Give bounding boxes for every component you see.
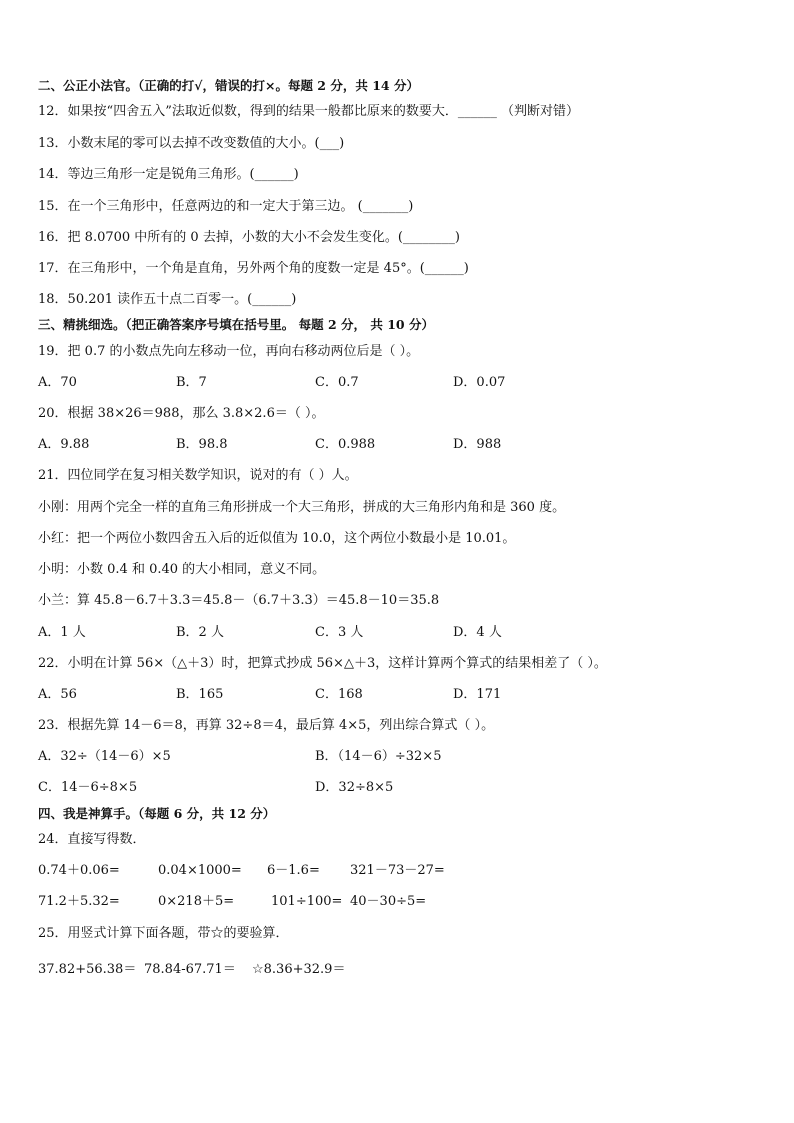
question-24-calc: 101÷100= (271, 894, 343, 909)
question-21-option-c: C．3 人 (315, 625, 364, 640)
question-22-option-a: A．56 (38, 687, 77, 702)
question-23-option-a: A．32÷（14－6）×5 (38, 749, 171, 764)
question-22-option-c: C．168 (315, 687, 363, 702)
question-24-calc: 0×218＋5= (158, 894, 235, 909)
question-21-option-a: A．1 人 (38, 625, 86, 640)
question-24-calc: 321－73－27= (350, 863, 445, 878)
question-24-calc: 6－1.6= (267, 863, 320, 878)
question-20-stem: 20．根据 38×26＝988，那么 3.8×2.6＝（ ）。 (38, 406, 325, 421)
question-23-option-b: B．（14－6）÷32×5 (315, 749, 442, 764)
question-25-item: ☆8.36+32.9＝ (252, 962, 346, 977)
question-24-stem: 24．直接写得数． (38, 832, 146, 847)
question-20-option-c: C．0.988 (315, 437, 376, 452)
question-25-stem: 25．用竖式计算下面各题，带☆的要验算． (38, 926, 289, 941)
question-21-statement-xiaoming: 小明：小数 0.4 和 0.40 的大小相同，意义不同。 (38, 562, 326, 577)
question-21-option-b: B．2 人 (176, 625, 224, 640)
question-21-statement-xiaohong: 小红：把一个两位小数四舍五入后的近似值为 10.0，这个两位小数最小是 10.01。 (38, 531, 516, 546)
question-17: 17．在三角形中，一个角是直角，另外两个角的度数一定是 45°。(______) (38, 261, 469, 276)
question-21-option-d: D．4 人 (453, 625, 502, 640)
question-24-calc: 71.2＋5.32= (38, 894, 120, 909)
question-14: 14．等边三角形一定是锐角三角形。(______) (38, 167, 299, 182)
question-19-option-c: C．0.7 (315, 375, 359, 390)
question-16: 16．把 8.0700 中所有的 0 去掉，小数的大小不会发生变化。(________) (38, 230, 460, 245)
question-20-option-d: D．988 (453, 437, 502, 452)
question-19-option-a: A．70 (38, 375, 77, 390)
question-25-item: 37.82+56.38＝ (38, 962, 137, 977)
question-23-option-c: C．14－6÷8×5 (38, 780, 138, 795)
question-23-option-d: D．32÷8×5 (315, 780, 394, 795)
question-18: 18．50.201 读作五十点二百零一。(______) (38, 292, 297, 307)
question-20-option-b: B．98.8 (176, 437, 228, 452)
question-25-item: 78.84-67.71＝ (144, 962, 236, 977)
question-15: 15．在一个三角形中，任意两边的和一定大于第三边。 (_______) (38, 199, 414, 214)
question-19-stem: 19．把 0.7 的小数点先向左移动一位，再向右移动两位后是（ ）。 (38, 344, 420, 359)
question-21-statement-xiaolan: 小兰：算 45.8－6.7＋3.3＝45.8－（6.7＋3.3）＝45.8－10＝35.8 (38, 593, 440, 608)
section-4-title: 四、我是神算手。（每题 6 分，共 12 分） (38, 806, 276, 821)
question-24-calc: 40－30÷5= (350, 894, 427, 909)
question-22-stem: 22．小明在计算 56×（△＋3）时，把算式抄成 56×△＋3，这样计算两个算式的结果相差了（ ）。 (38, 656, 607, 671)
question-22-option-d: D．171 (453, 687, 502, 702)
question-21-stem: 21．四位同学在复习相关数学知识，说对的有（ ）人。 (38, 468, 358, 483)
question-19-option-b: B．7 (176, 375, 207, 390)
question-24-calc: 0.74＋0.06= (38, 863, 120, 878)
question-21-statement-xiaogang: 小刚：用两个完全一样的直角三角形拼成一个大三角形，拼成的大三角形内角和是 360 度。 (38, 500, 566, 515)
question-13: 13．小数末尾的零可以去掉不改变数值的大小。(___) (38, 136, 345, 151)
question-19-option-d: D．0.07 (453, 375, 506, 390)
question-23-stem: 23．根据先算 14－6＝8，再算 32÷8＝4，最后算 4×5，列出综合算式（ ）。 (38, 718, 495, 733)
question-24-calc: 0.04×1000= (158, 863, 242, 878)
question-20-option-a: A．9.88 (38, 437, 90, 452)
question-12: 12．如果按“四舍五入”法取近似数，得到的结果一般都比原来的数要大．______ （判断对错） (38, 104, 579, 119)
question-22-option-b: B．165 (176, 687, 224, 702)
section-2-title: 二、公正小法官。（正确的打√，错误的打×。每题 2 分，共 14 分） (38, 78, 419, 93)
section-3-title: 三、精挑细选。（把正确答案序号填在括号里。 每题 2 分， 共 10 分） (38, 317, 434, 332)
